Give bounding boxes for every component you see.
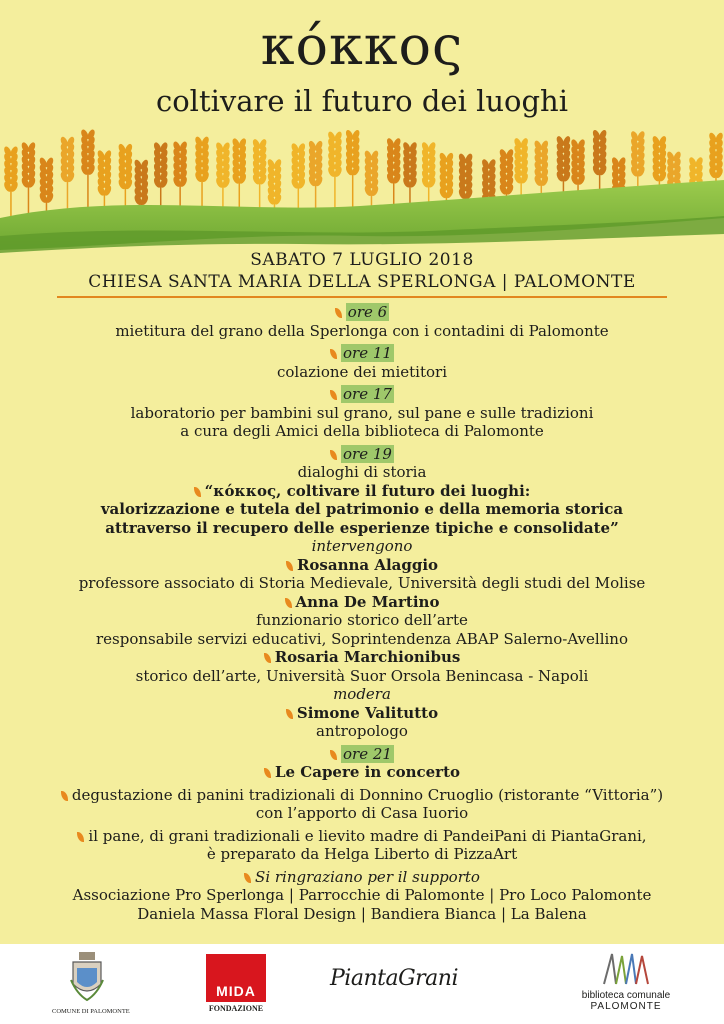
leaf-icon <box>264 653 271 663</box>
biblioteca-logo <box>566 950 686 1012</box>
comune-logo <box>52 950 130 1015</box>
time-badge: ore 21 <box>343 744 392 763</box>
leaf-icon <box>244 873 251 883</box>
tasting-text: con l’apporto di Casa Iuorio <box>255 804 469 822</box>
divider <box>57 296 667 298</box>
talk-title: “κόκκος, coltivare il futuro dei luoghi: <box>204 481 531 500</box>
leaf-icon <box>61 791 68 801</box>
program-item: dialoghi di storia <box>297 463 427 481</box>
bread-text: il pane, di grani tradizionali e lievito madre di PandeiPani di PiantaGrani, <box>88 826 647 845</box>
time-badge: ore 6 <box>347 303 388 321</box>
leaf-icon <box>330 349 337 359</box>
mida-mark: MIDA <box>216 983 256 999</box>
comune-label: COMUNE DI PALOMONTE <box>52 1008 130 1015</box>
leaf-icon <box>286 709 293 719</box>
program <box>0 303 724 923</box>
talk-title: attraverso il recupero delle esperienze tipiche e consolidate” <box>105 518 619 537</box>
tasting-text: degustazione di panini tradizionali di Donnino Cruoglio (ristorante “Vittoria”) <box>71 785 664 804</box>
speaker-name: Rosanna Alaggio <box>296 555 439 574</box>
leaf-icon <box>330 450 337 460</box>
thanks-list: Associazione Pro Sperlonga | Parrocchie di Palomonte | Pro Loco Palomonte <box>72 886 652 904</box>
time-badge: ore 17 <box>343 385 392 403</box>
biblioteca-label: biblioteca comunale <box>581 990 671 1001</box>
time-badge: ore 11 <box>343 344 392 362</box>
program-item: laboratorio per bambini sul grano, sul pane e sulle tradizioni <box>130 403 594 422</box>
program-item: a cura degli Amici della biblioteca di Palomonte <box>180 422 544 440</box>
biblioteca-town: PALOMONTE <box>590 1001 662 1012</box>
thanks-list: Daniela Massa Floral Design | Bandiera Bianca | La Balena <box>137 904 587 923</box>
concert-title: Le Capere in concerto <box>274 763 461 781</box>
leaf-icon <box>330 390 337 400</box>
piantagrani-wordmark: PiantaGrani <box>330 966 458 991</box>
speaker-name: Rosaria Marchionibus <box>274 648 461 666</box>
speaker-role: funzionario storico dell’arte <box>256 611 468 629</box>
moderator-role: antropologo <box>316 722 408 740</box>
speaker-role: professore associato di Storia Medievale, Università degli studi del Molise <box>78 574 646 592</box>
speaker-role: responsabile servizi educativi, Soprintendenza ABAP Salerno-Avellino <box>95 629 628 648</box>
coat-of-arms-icon <box>67 950 107 1002</box>
speaker-name: Anna De Martino <box>295 592 440 611</box>
thanks-label: Si ringraziano per il supporto <box>255 867 480 886</box>
event-subtitle: coltivare il futuro dei luoghi <box>155 84 569 118</box>
sponsor-footer <box>0 944 724 1024</box>
leaf-icon <box>285 598 292 608</box>
moderator-name: Simone Valitutto <box>296 703 439 722</box>
bread-text: è preparato da Helga Liberto di PizzaArt <box>206 845 518 863</box>
leaf-icon <box>286 561 293 571</box>
leaf-icon <box>264 768 271 778</box>
leaf-icon <box>194 487 201 497</box>
program-item: colazione dei mietitori <box>276 362 447 381</box>
leaf-icon <box>77 832 84 842</box>
program-item: mietitura del grano della Sperlonga con i contadini di Palomonte <box>115 321 609 340</box>
event-place: CHIESA SANTA MARIA DELLA SPERLONGA | PALOMONTE <box>88 272 636 292</box>
wheat-field-illustration <box>0 118 724 253</box>
mida-logo <box>206 954 266 1016</box>
speakers-label: intervengono <box>311 537 413 555</box>
moderator-label: modera <box>333 685 391 703</box>
mida-label: FONDAZIONE <box>208 1004 264 1013</box>
event-title: κόκκος <box>260 14 464 77</box>
leaf-icon <box>335 308 342 318</box>
speaker-role: storico dell’arte, Università Suor Orsola Benincasa - Napoli <box>135 666 589 685</box>
talk-title: valorizzazione e tutela del patrimonio e della memoria storica <box>100 500 624 518</box>
event-date: SABATO 7 LUGLIO 2018 <box>250 250 474 270</box>
piantagrani-logo <box>330 966 490 991</box>
books-icon <box>596 950 656 986</box>
leaf-icon <box>330 750 337 760</box>
time-badge: ore 19 <box>343 444 392 463</box>
